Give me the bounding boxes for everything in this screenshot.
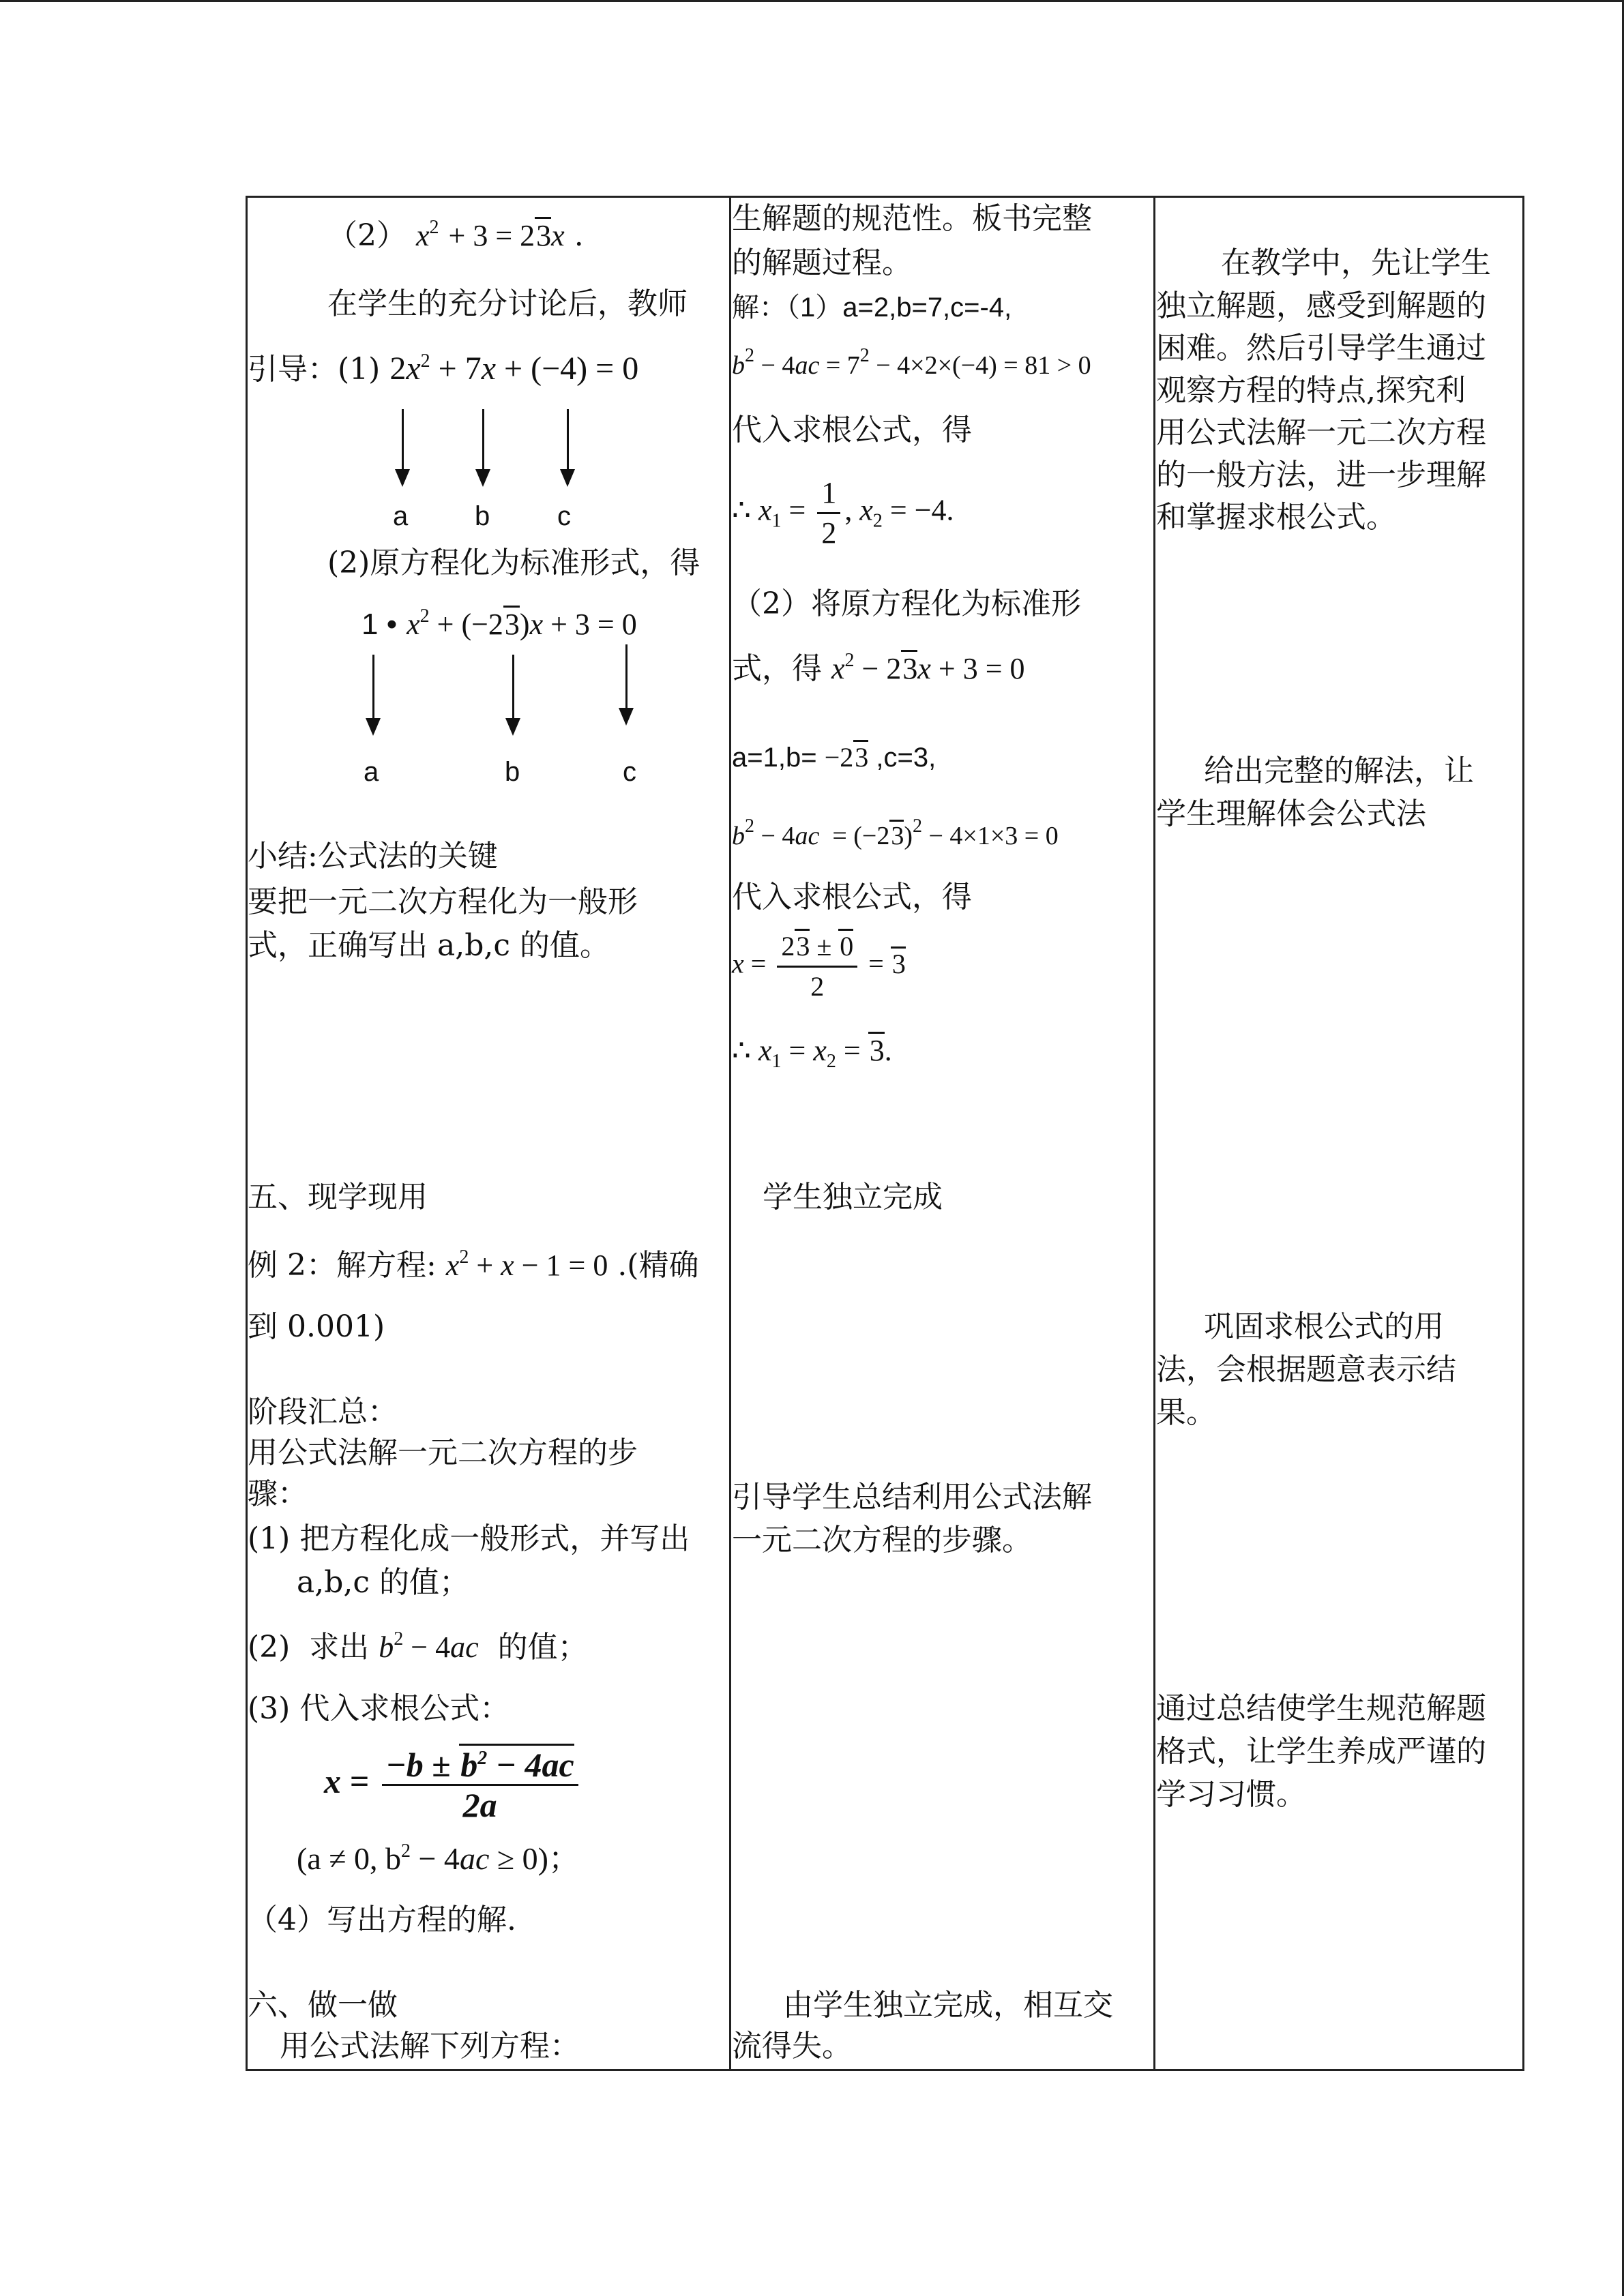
col2-disc-2: $b^2 - 4ac = (-23)^2 - 4\times 1\times 3 = 0$ [732, 816, 1059, 850]
col3-b2-l1: 给出完整的解法，让 [1204, 754, 1474, 788]
col2-sub-1: 代入求根公式，得 [732, 413, 972, 447]
section-5-title: 五、现学现用 [248, 1180, 428, 1214]
col2-solution-1 [732, 286, 1012, 329]
step-3: (3) 代入求根公式： [248, 1691, 510, 1726]
guide-label: 引导：(1) [248, 352, 381, 387]
col3-b1-l2: 独立解题，感受到解题的 [1156, 288, 1486, 323]
table-right-border [1522, 196, 1524, 2071]
guide-line: 引导：(1) $2x^2 + 7x + (-4) = 0$ [248, 351, 639, 387]
step-1b: a,b,c 的值； [297, 1565, 469, 1600]
arrow-b-1 [482, 409, 484, 484]
p2-text: (2)原方程化为标准形式，得 [327, 546, 700, 580]
arrow-c-2 [625, 644, 628, 723]
col3-b3-l3: 果。 [1156, 1395, 1216, 1430]
section-6-text: 用公式法解下列方程： [280, 2029, 580, 2063]
table-left-border [246, 196, 248, 2071]
col2-sec6b: 流得失。 [732, 2029, 852, 2063]
col3-b4-l3: 学习习惯。 [1156, 1777, 1306, 1812]
label-a-2: a [364, 757, 379, 787]
step-4: （4）写出方程的解. [248, 1903, 516, 1937]
col3-b1-l5: 用公式法解一元二次方程 [1156, 415, 1486, 450]
root-formula: x = $\frac{-b \pm b^2 - 4ac}{2a}$ [324, 1746, 582, 1824]
col3-b4-l2: 格式，让学生养成严谨的 [1156, 1734, 1486, 1769]
col3-b1-l6: 的一般方法，进一步理解 [1156, 458, 1486, 492]
col2-sub-2: 代入求根公式，得 [732, 880, 972, 914]
std-eq: 1 • $x^2 + (-23)x + 3 = 0$ [361, 606, 637, 641]
condition: (a ≠ 0, $b^2 - 4ac \ge 0$)； [297, 1840, 580, 1876]
col2-disc-1: $b^2 - 4ac = 7^2 - 4\times 2\times(-4) = 81 > 0$ [732, 345, 1091, 380]
eq2-line: （2） $x^2 + 3 = 23x$ . [327, 217, 584, 253]
summary-line-1: 要把一元二次方程化为一般形 [248, 884, 638, 919]
label-c-1: c [557, 501, 571, 531]
col2-summary-2: 一元二次方程的步骤。 [732, 1523, 1032, 1557]
label-c-2: c [623, 757, 636, 787]
table-bottom-border [246, 2069, 1524, 2071]
table-col-divider-1 [729, 196, 731, 2071]
col2-sec6a: 由学生独立完成，相互交 [783, 1988, 1113, 2023]
eq2-label: （2） [327, 218, 407, 253]
col2-summary-1: 引导学生总结利用公式法解 [732, 1480, 1092, 1515]
summary-line-2: 式，正确写出 a,b,c 的值。 [248, 928, 610, 963]
step-1a: (1) 把方程化成一般形式，并写出 [248, 1521, 690, 1556]
col3-b1-l4: 观察方程的特点,探究利 [1156, 373, 1466, 408]
arrow-a-1 [402, 409, 404, 484]
arrow-c-1 [567, 409, 569, 484]
col3-b4-l1: 通过总结使学生规范解题 [1156, 1691, 1486, 1726]
example-2: 例 2：解方程: $x^2 + x - 1 = 0$ .(精确 [248, 1247, 699, 1283]
label-a-1: a [393, 501, 409, 531]
label-b-1: b [475, 501, 490, 531]
col2-p2b: 式，得 $x^2 - 23x + 3 = 0$ [732, 650, 1025, 686]
steps-intro-1: 用公式法解一元二次方程的步 [248, 1435, 638, 1470]
section-6-title: 六、做一做 [248, 1988, 398, 2023]
col2-line-2: 的解题过程。 [732, 245, 912, 280]
discuss-text: 在学生的充分讨论后，教师 [327, 286, 688, 321]
example-2-cont: 到 0.001) [248, 1309, 385, 1344]
col2-roots-1: ∴ $x_1$ = $\frac{1}{2}$ , $x_2 = -4$. [732, 474, 954, 552]
col3-b2-l2: 学生理解体会公式法 [1156, 796, 1426, 831]
col2-roots-2: ∴ $x_1 = x_2 = 3$. [732, 1030, 892, 1072]
col3-b1-l3: 困难。然后引导学生通过 [1156, 331, 1486, 366]
summary-title: 小结:公式法的关键 [248, 839, 498, 874]
col3-b1-l1: 在教学中，先让学生 [1221, 245, 1491, 280]
arrow-a-2 [372, 655, 374, 733]
col3-b3-l1: 巩固求根公式的用 [1204, 1309, 1444, 1344]
table-col-divider-2 [1153, 196, 1155, 2071]
col2-x2: x = $\frac{23 \pm 0}{2}$ = 3 [732, 927, 906, 1006]
step-2: (2) 求出 $b^2 - 4ac$ 的值； [248, 1628, 588, 1665]
steps-intro-2: 骤： [248, 1476, 308, 1511]
col2-solution-1-text: 解：（1）a=2,b=7,c=-4, [732, 293, 1012, 323]
arrow-b-2 [512, 655, 514, 733]
col2-line-1: 生解题的规范性。板书完整 [732, 201, 1092, 236]
stage-title: 阶段汇总： [248, 1395, 398, 1429]
col3-b1-l7: 和掌握求根公式。 [1156, 500, 1396, 535]
col2-coeffs-2: a=1,b= −23 ,c=3, [732, 736, 936, 779]
col2-p2a: （2）将原方程化为标准形 [732, 586, 1081, 621]
col2-sec5: 学生独立完成 [763, 1180, 943, 1214]
label-b-2: b [505, 757, 520, 787]
col3-b3-l2: 法，会根据题意表示结 [1156, 1352, 1456, 1387]
